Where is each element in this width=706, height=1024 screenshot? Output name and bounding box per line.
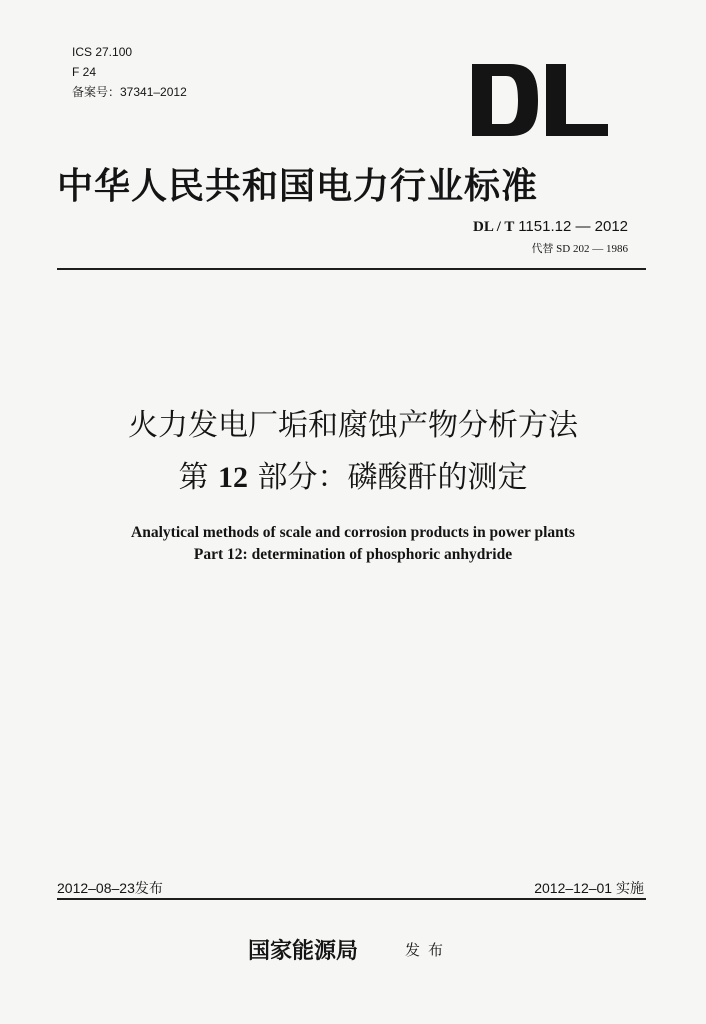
part-number: 12 bbox=[218, 461, 248, 494]
footer-divider bbox=[57, 898, 646, 900]
header-divider bbox=[57, 268, 646, 270]
ics-code: ICS 27.100 bbox=[72, 45, 133, 59]
chinese-title-line-1: 火力发电厂垢和腐蚀产物分析方法 bbox=[128, 408, 578, 443]
part-title: 部分：磷酸酐的测定 bbox=[257, 460, 528, 495]
standard-code-prefix: DL / T bbox=[473, 219, 515, 235]
dl-logo bbox=[470, 62, 610, 138]
issuing-authority: 国家能源局 bbox=[248, 938, 359, 964]
standard-category-title: 中华人民共和国电力行业标准 bbox=[57, 165, 539, 207]
standard-code-number: 1151.12 — 2012 bbox=[518, 218, 628, 235]
english-title-line-2: Part 12: determination of phosphoric anhydride bbox=[193, 546, 513, 563]
english-title-line-1: Analytical methods of scale and corrosion products in power plants bbox=[131, 524, 575, 541]
standard-number bbox=[473, 218, 628, 236]
issue-date: 2012–08–23发布 bbox=[57, 880, 163, 896]
ccs-code: F 24 bbox=[72, 65, 97, 79]
effective-date: 2012–12–01 实施 bbox=[534, 880, 644, 896]
replaces-standard: 代替 SD 202 — 1986 bbox=[531, 243, 628, 255]
chinese-title-line-2 bbox=[0, 452, 706, 496]
publish-label: 发布 bbox=[405, 941, 452, 959]
part-prefix: 第 bbox=[178, 460, 209, 495]
filing-number: 备案号：37341–2012 bbox=[72, 85, 187, 99]
classification-block bbox=[72, 42, 187, 102]
